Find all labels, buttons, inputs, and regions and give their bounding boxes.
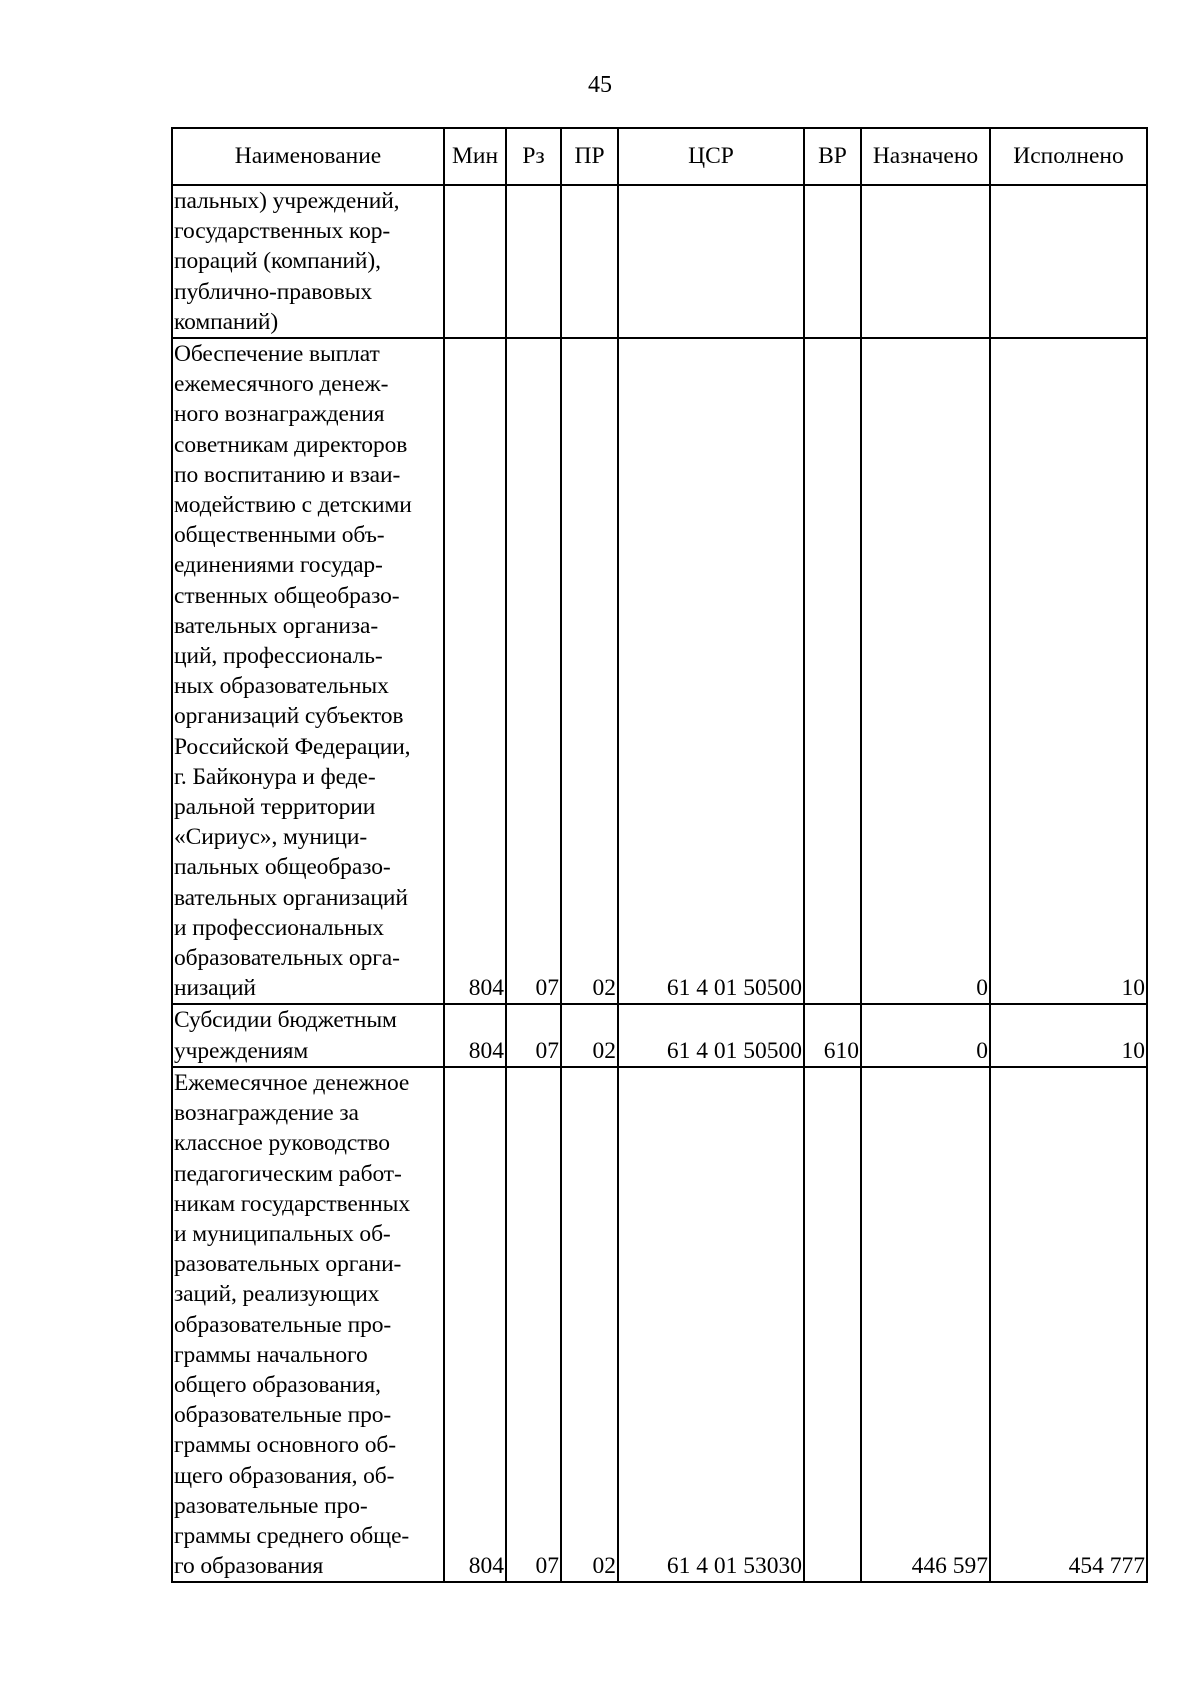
row-csr: 61 4 01 50500 (618, 338, 804, 1004)
row-assigned: 0 (861, 338, 990, 1004)
budget-table (171, 127, 1148, 1583)
row-vr (804, 1067, 861, 1582)
row-csr (618, 185, 804, 338)
row-rz: 07 (506, 338, 561, 1004)
row-assigned: 0 (861, 1004, 990, 1066)
header-pr: ПР (561, 128, 618, 185)
row-pr: 02 (561, 1067, 618, 1582)
row-rz: 07 (506, 1067, 561, 1582)
row-min: 804 (444, 338, 506, 1004)
row-min (444, 185, 506, 338)
row-csr: 61 4 01 50500 (618, 1004, 804, 1066)
row-name: пальных) учреждений, государственных кор- пораций (компаний), публично-правовых компаний) (172, 185, 444, 338)
table-row (172, 338, 1147, 1004)
header-assigned: Назначено (861, 128, 990, 185)
table-row (172, 1004, 1147, 1066)
row-vr (804, 185, 861, 338)
row-min: 804 (444, 1067, 506, 1582)
row-rz: 07 (506, 1004, 561, 1066)
table-row (172, 1067, 1147, 1582)
header-rz: Рз (506, 128, 561, 185)
header-executed: Исполнено (990, 128, 1147, 185)
table-row (172, 185, 1147, 338)
header-csr: ЦСР (618, 128, 804, 185)
row-executed: 454 777 (990, 1067, 1147, 1582)
row-vr: 610 (804, 1004, 861, 1066)
row-pr (561, 185, 618, 338)
row-pr: 02 (561, 1004, 618, 1066)
header-vr: ВР (804, 128, 861, 185)
row-assigned: 446 597 (861, 1067, 990, 1582)
row-executed: 10 (990, 1004, 1147, 1066)
row-assigned (861, 185, 990, 338)
row-min: 804 (444, 1004, 506, 1066)
row-executed (990, 185, 1147, 338)
header-name: Наименование (172, 128, 444, 185)
row-executed: 10 (990, 338, 1147, 1004)
row-name: Ежемесячное денежное вознаграждение за классное руководство педагогическим работ- никам государственных и муниципальных об- разовательных органи- заций, реализующих образовательные про- граммы начального общего образования, образовательные про- граммы основного об- щего образования, об- разовательные про- граммы среднего обще- го образования (172, 1067, 444, 1582)
row-vr (804, 338, 861, 1004)
row-name: Субсидии бюджетным учреждениям (172, 1004, 444, 1066)
row-name: Обеспечение выплат ежемесячного денеж- ного вознаграждения советникам директоров по воспитанию и взаи- модействию с детскими общественными объ- единениями государ- ственных общеобразо- вательных организа- ций, профессиональ- ных образовательных организаций субъектов Российской Федерации, г. Байконура и феде- ральной территории «Сириус», муници- пальных общеобразо- вательных организаций и профессиональных образовательных орга- низаций (172, 338, 444, 1004)
row-rz (506, 185, 561, 338)
table-header-row (172, 128, 1147, 185)
row-csr: 61 4 01 53030 (618, 1067, 804, 1582)
row-pr: 02 (561, 338, 618, 1004)
page-number: 45 (588, 72, 612, 98)
header-min: Мин (444, 128, 506, 185)
